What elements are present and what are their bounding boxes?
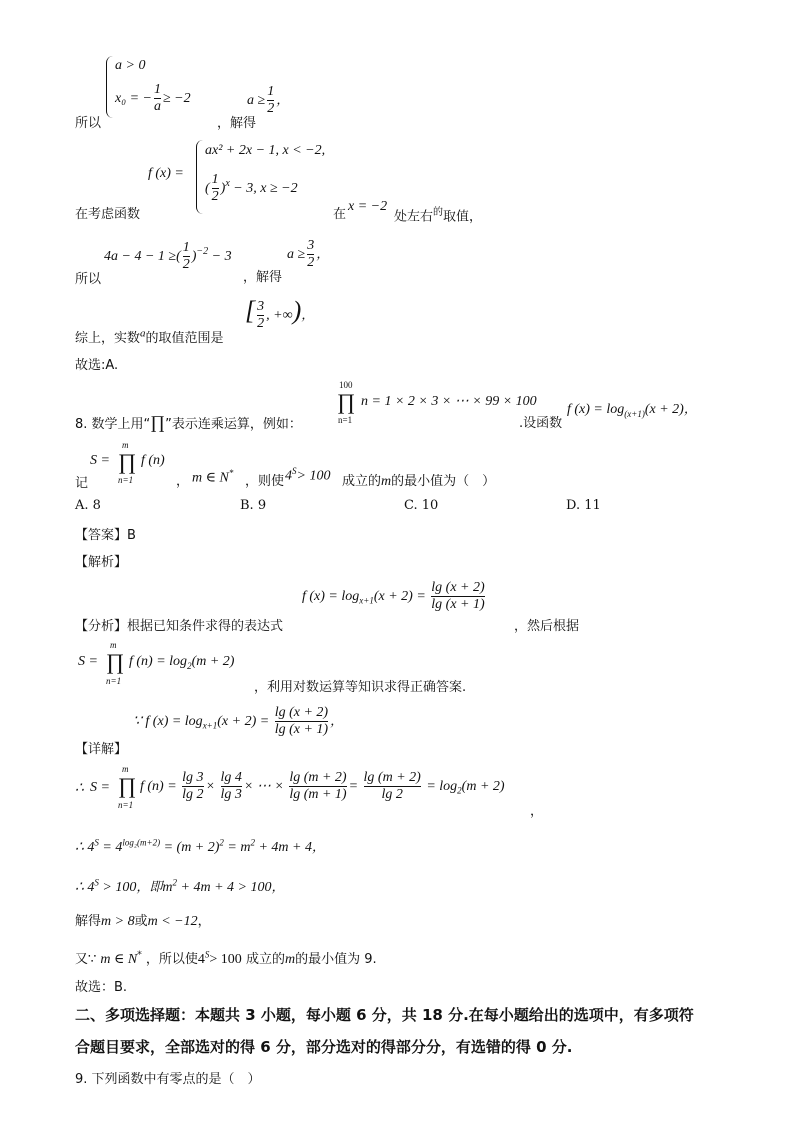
text-consider-function: 在考虑函数	[75, 207, 141, 222]
text-choose-a: 故选:A.	[75, 358, 119, 373]
text-suoyi-1: 所以	[75, 116, 102, 131]
option-d: D. 11	[566, 498, 601, 513]
system-line-a-positive: a > 0	[115, 58, 146, 73]
result-a-ge-3-2: a ≥ $\frac{3}{2}$ ，	[287, 238, 330, 271]
math-x-eq-neg2: x = −2	[348, 199, 388, 214]
text-jiede-1: ，解得	[217, 116, 257, 131]
analysis-method: ，利用对数运算等知识求得正确答案.	[254, 680, 467, 695]
analysis-f-expression: f $(x) = \log_{x+1}(x + 2)$ = $\frac{\lg (x + 2)}{\lg (x + 1)}$	[302, 580, 485, 613]
option-a: A. 8	[75, 498, 101, 513]
option-b: B. 9	[240, 498, 267, 513]
piecewise-case-2: ( $\frac{1}{2}$ )$^x$ − 3, x ≥ −2	[205, 172, 298, 205]
q8-condition: $4^S> 100$	[285, 466, 331, 484]
q8-set-function: .设函数	[519, 416, 563, 431]
text-left-right-values: 处左右$^的$取值，	[394, 207, 483, 225]
detail-solve: 解得m > 8或m < −12，	[75, 914, 211, 929]
piecewise-f-label: f (x) =	[148, 166, 184, 181]
section-2-heading-line-1: 二、多项选择题：本题共 3 小题，每小题 6 分，共 18 分.在每小题给出的选项中，有多项符	[75, 1006, 694, 1024]
detail-inequality: ∴ $4^S > 100$，即$m^2 + 4m + 4 > 100$，	[75, 877, 285, 895]
detail-choose-b: 故选：B.	[75, 980, 128, 995]
text-at: 在	[333, 207, 347, 222]
q8-ask: 成立的m的最小值为（ ）	[342, 474, 496, 489]
text-conclusion: 综上，实数$^a$的取值范围是	[75, 327, 224, 346]
system-brace-1	[106, 56, 113, 118]
text-jiede-2: ，解得	[243, 270, 283, 285]
piecewise-brace	[196, 140, 203, 214]
q8-comma: ，	[176, 474, 190, 489]
answer-label: 【答案】B	[75, 528, 136, 543]
q8-ji: 记	[75, 476, 89, 491]
detail-label: 【详解】	[75, 742, 128, 757]
q8-intro: 8. 数学上用“∏”表示连乘运算，例如：	[75, 412, 302, 432]
option-c: C. 10	[404, 498, 439, 513]
analysis-label: 【解析】	[75, 555, 128, 570]
detail-because-f: ∵ f $(x) = \log_{x+1}(x + 2)$ = $\frac{\lg (x + 2)}{\lg (x + 1)}$ ，	[133, 705, 344, 738]
q8-then: ，则使	[245, 474, 285, 489]
detail-conclusion: 又∵ m ∈ N* ，所以使$4^S> 100$ 成立的m的最小值为 9.	[75, 949, 377, 967]
analysis-prefix: 【分析】根据已知条件求得的表达式	[75, 619, 284, 634]
inequality-4a: 4a − 4 − 1 ≥( $\frac{1}{2}$ )$^{-2}$ − 3	[104, 240, 232, 273]
result-a-ge-half: a ≥ $\frac{1}{2}$ ，	[247, 84, 290, 117]
detail-S-comma: ，	[530, 804, 544, 819]
system-line-x0: x₀ = − $\frac{1}{a}$ ≥ −2	[115, 82, 191, 115]
question-9: 9. 下列函数中有零点的是（ ）	[75, 1072, 261, 1087]
range-interval: [ $\frac{3}{2}$ , +∞)，	[245, 296, 315, 332]
text-suoyi-2: 所以	[75, 272, 102, 287]
q8-m-in-N: m ∈ N*	[192, 468, 234, 486]
q8-function-def: f $(x) = \log_{(x+1)}(x + 2)$，	[567, 402, 697, 419]
detail-4S-expansion: ∴ $4^S = 4^{log_2(m+2)} = (m + 2)^2 = m^2 + 4m + 4$，	[75, 837, 326, 855]
piecewise-case-1: ax² + 2x − 1, x < −2,	[205, 143, 326, 158]
section-2-heading-line-2: 合题目要求，全部选对的得 6 分，部分选对的得部分分，有选错的得 0 分.	[75, 1038, 573, 1056]
analysis-then: ，然后根据	[514, 619, 580, 634]
